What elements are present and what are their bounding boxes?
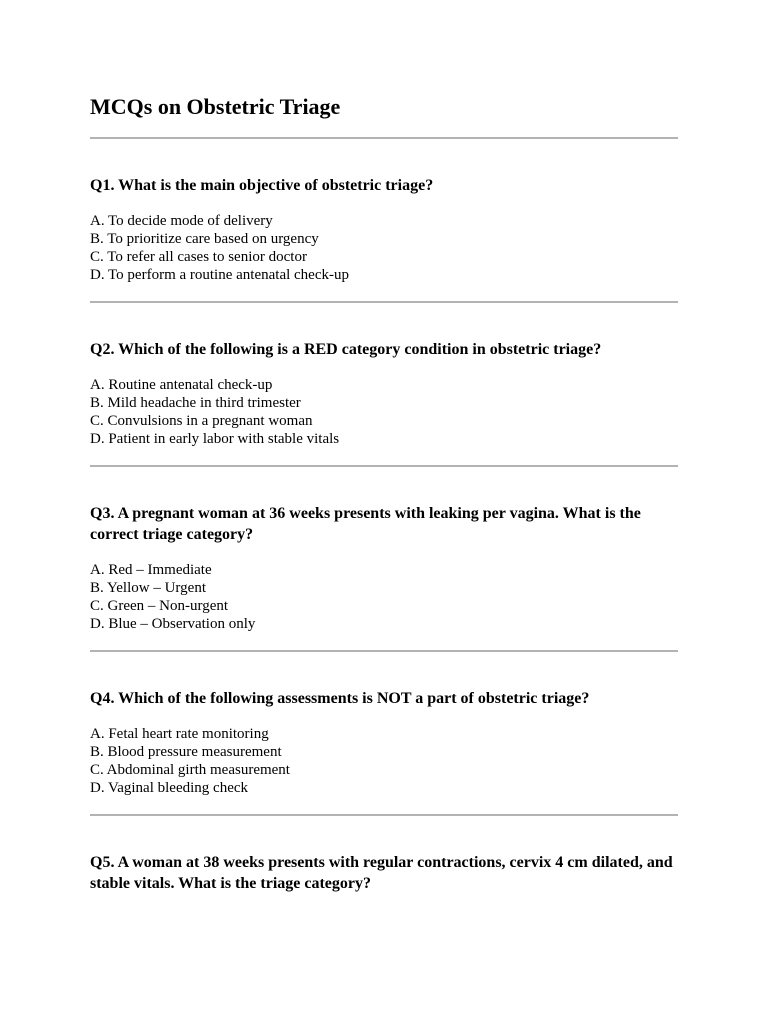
option-a: A. To decide mode of delivery bbox=[90, 213, 273, 229]
question-3 bbox=[90, 467, 678, 652]
option-b: B. Blood pressure measurement bbox=[90, 744, 282, 760]
question-text: Q3. A pregnant woman at 36 weeks presents with leaking per vagina. What is the correct triage category? bbox=[90, 505, 641, 543]
option-b: B. Yellow – Urgent bbox=[90, 580, 206, 596]
question-text: Q2. Which of the following is a RED category condition in obstetric triage? bbox=[90, 341, 602, 358]
option-d: D. Vaginal bleeding check bbox=[90, 780, 249, 796]
option-list bbox=[90, 561, 678, 633]
question-text: Q5. A woman at 38 weeks presents with regular contractions, cervix 4 cm dilated, and stable vitals. What is the triage category? bbox=[90, 854, 673, 892]
page-title: MCQs on Obstetric Triage bbox=[90, 94, 341, 119]
question-2 bbox=[90, 303, 678, 467]
option-list bbox=[90, 376, 678, 448]
option-d: D. Patient in early labor with stable vitals bbox=[90, 431, 340, 447]
question-text: Q4. Which of the following assessments is NOT a part of obstetric triage? bbox=[90, 690, 590, 707]
question-text: Q1. What is the main objective of obstetric triage? bbox=[90, 177, 434, 194]
question-5 bbox=[90, 816, 678, 894]
option-d: D. To perform a routine antenatal check-up bbox=[90, 267, 349, 283]
option-list bbox=[90, 212, 678, 284]
option-b: B. Mild headache in third trimester bbox=[90, 395, 301, 411]
question-4 bbox=[90, 652, 678, 816]
option-b: B. To prioritize care based on urgency bbox=[90, 231, 319, 247]
question-1 bbox=[90, 139, 678, 303]
option-d: D. Blue – Observation only bbox=[90, 616, 256, 632]
option-c: C. To refer all cases to senior doctor bbox=[90, 249, 307, 265]
option-a: A. Routine antenatal check-up bbox=[90, 377, 273, 393]
option-a: A. Red – Immediate bbox=[90, 562, 212, 578]
option-list bbox=[90, 725, 678, 797]
option-c: C. Convulsions in a pregnant woman bbox=[90, 413, 313, 429]
option-c: C. Green – Non-urgent bbox=[90, 598, 229, 614]
option-a: A. Fetal heart rate monitoring bbox=[90, 726, 269, 742]
option-c: C. Abdominal girth measurement bbox=[90, 762, 290, 778]
